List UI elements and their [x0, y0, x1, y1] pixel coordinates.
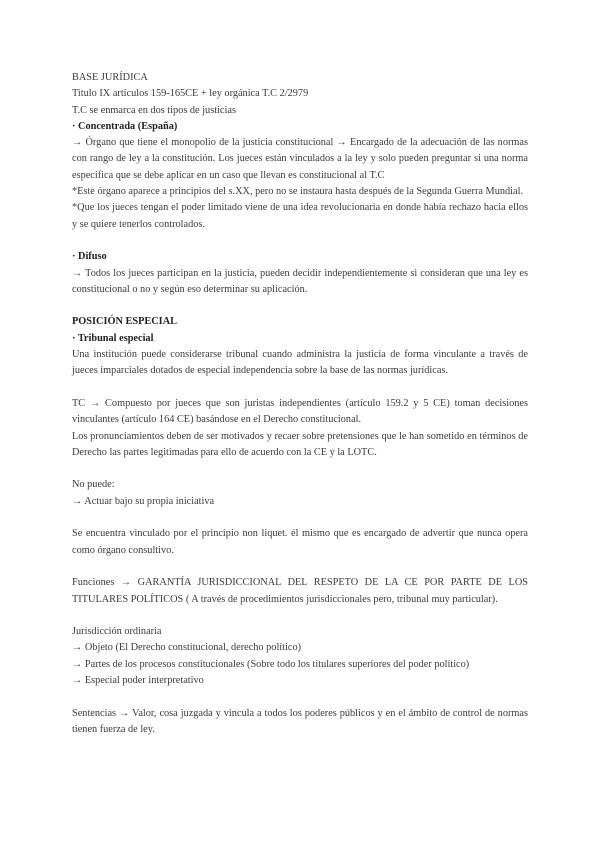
- spacer: [72, 510, 528, 526]
- spacer: [72, 461, 528, 477]
- spacer: [72, 380, 528, 396]
- posicion-title: POSICIÓN ESPECIAL: [72, 316, 177, 328]
- jurisdiccion-item: → Especial poder interpretativo: [72, 674, 204, 686]
- spacer: [72, 608, 528, 624]
- jurisdiccion-item: → Objeto (El Derecho constitucional, derecho político): [72, 642, 302, 654]
- tribunal-text: Una institución puede considerarse tribunal cuando administra la justicia de forma vinculante a través de jueces imparciales dotados de especial independencia sobre la base de las normas jurídicas.: [72, 349, 528, 377]
- base-line-1: Titulo IX artículos 159-165CE + ley orgánica T.C 2/2979: [72, 88, 309, 100]
- concentrada-note-2: *Que los jueces tengan el poder limitado viene de una idea revolucionaria en donde había rechazo hacia ellos y se quiere tenerlos controlados.: [72, 202, 528, 230]
- base-title: BASE JURÍDICA: [72, 72, 148, 83]
- spacer: [72, 298, 528, 314]
- sentencias-text: Sentencias → Valor, cosa juzgada y vincula a todos los poderes públicos y en el ámbito de control de normas tienen fuerza de ley.: [72, 707, 528, 735]
- spacer: [72, 689, 528, 705]
- difuso-text: → Todos los jueces participan en la justicia, pueden decidir independientemente si consideran que una ley es constitucional o no y según eso determinar su aplicación.: [72, 267, 528, 295]
- jurisdiccion-title: Jurisdicción ordinaria: [72, 626, 162, 638]
- funciones-text: Funciones → GARANTÍA JURISDICCIONAL DEL RESPETO DE LA CE POR PARTE DE LOS TITULARES POLÍTICOS ( A través de procedimientos jurisdiccionales pero, tribunal muy particular).: [72, 577, 528, 605]
- tc-text: TC → Compuesto por jueces que son juristas independientes (artículo 159.2 y 5 CE) toman decisiones vinculantes (artículo 164 CE) basándose en el Derecho constitucional.: [72, 397, 528, 426]
- no-puede-label: No puede:: [72, 479, 115, 491]
- difuso-heading: · Difuso: [72, 251, 107, 263]
- spacer: [72, 233, 528, 249]
- jurisdiccion-item: → Partes de los procesos constitucionales (Sobre todo los titulares superiores del poder político): [72, 658, 470, 670]
- base-line-2: T.C se enmarca en dos tipos de justicias: [72, 104, 236, 116]
- spacer: [72, 559, 528, 575]
- tribunal-heading: · Tribunal especial: [72, 332, 154, 344]
- pronunciamientos-text: Los pronunciamientos deben de ser motivados y recaer sobre pretensiones que le han sometido en términos de Derecho las partes legitimadas para ello de acuerdo con la CE y la LOTC.: [72, 430, 528, 458]
- vinculado-text: Se encuentra vinculado por el principio non liquet. él mismo que es encargado de advertir que nunca opera como órgano consultivo.: [72, 528, 528, 556]
- concentrada-text: → Órgano que tiene el monopolio de la justicia constitucional → Encargado de la adecuación de las normas con rango de ley a la constitución. Los jueces están vinculados a la ley y solo pueden preguntar si una norma especifica que se debe aplicar en un caso que llevan es constitucional al T.C: [72, 137, 528, 181]
- concentrada-heading: · Concentrada (España): [72, 120, 178, 132]
- concentrada-note-1: *Este órgano aparece a principios del s.XX, pero no se instaura hasta después de la Segunda Guerra Mundial.: [72, 186, 524, 198]
- no-puede-item: → Actuar bajo su propia iniciativa: [72, 495, 215, 507]
